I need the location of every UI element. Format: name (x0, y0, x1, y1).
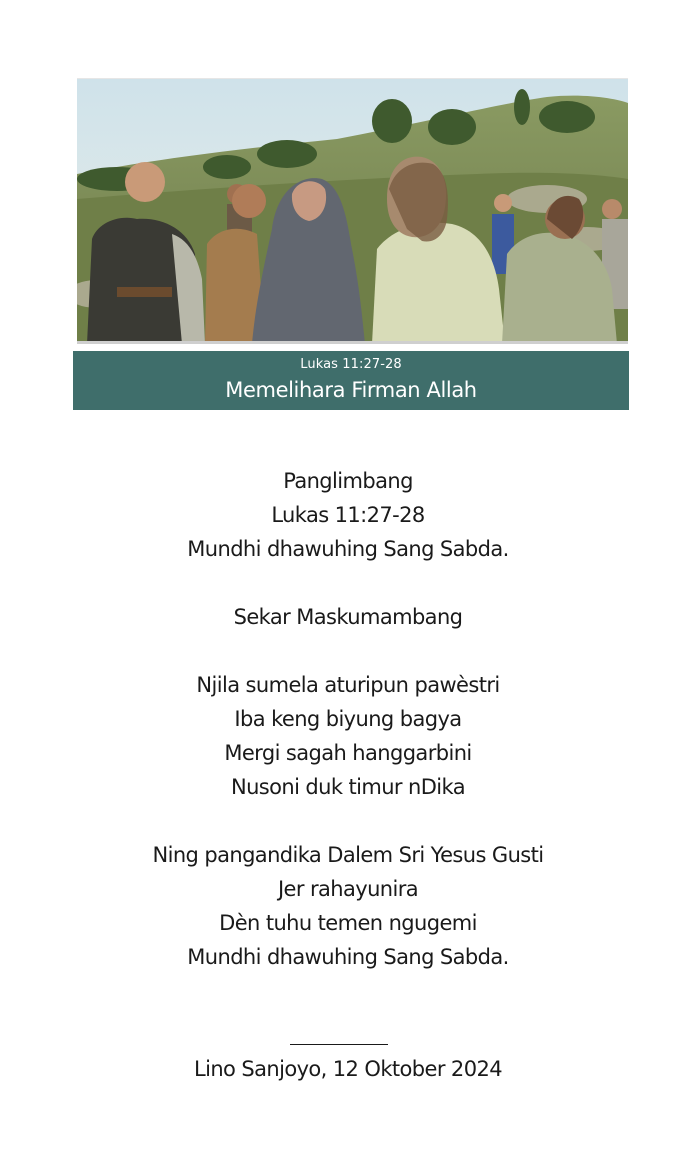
scripture-reference: Lukas 11:27-28 (300, 357, 402, 372)
banner-title: Memelihara Firman Allah (225, 378, 477, 402)
film-still-image (77, 78, 628, 344)
title-banner (73, 351, 629, 410)
stanza-2-line: Jer rahayunira (277, 877, 419, 901)
signature-rule (290, 1044, 388, 1045)
poem-heading: Panglimbang (283, 469, 413, 493)
poem-subtitle: Mundhi dhawuhing Sang Sabda. (187, 537, 509, 561)
stanza-1-line: Nusoni duk timur nDika (230, 775, 466, 799)
stanza-1-line: Iba keng biyung bagya (234, 707, 462, 731)
author-date: Lino Sanjoyo, 12 Oktober 2024 (194, 1057, 502, 1081)
poem-body (0, 464, 696, 974)
poem-form: Sekar Maskumambang (233, 605, 463, 629)
stanza-1-line: Mergi sagah hanggarbini (224, 741, 472, 765)
stanza-2-line: Mundhi dhawuhing Sang Sabda. (187, 945, 509, 969)
poem-reference: Lukas 11:27-28 (271, 503, 425, 527)
stanza-2-line: Dèn tuhu temen ngugemi (219, 911, 477, 935)
stanza-1-line: Njila sumela aturipun pawèstri (196, 673, 500, 697)
stanza-2-line: Ning pangandika Dalem Sri Yesus Gusti (152, 843, 544, 867)
